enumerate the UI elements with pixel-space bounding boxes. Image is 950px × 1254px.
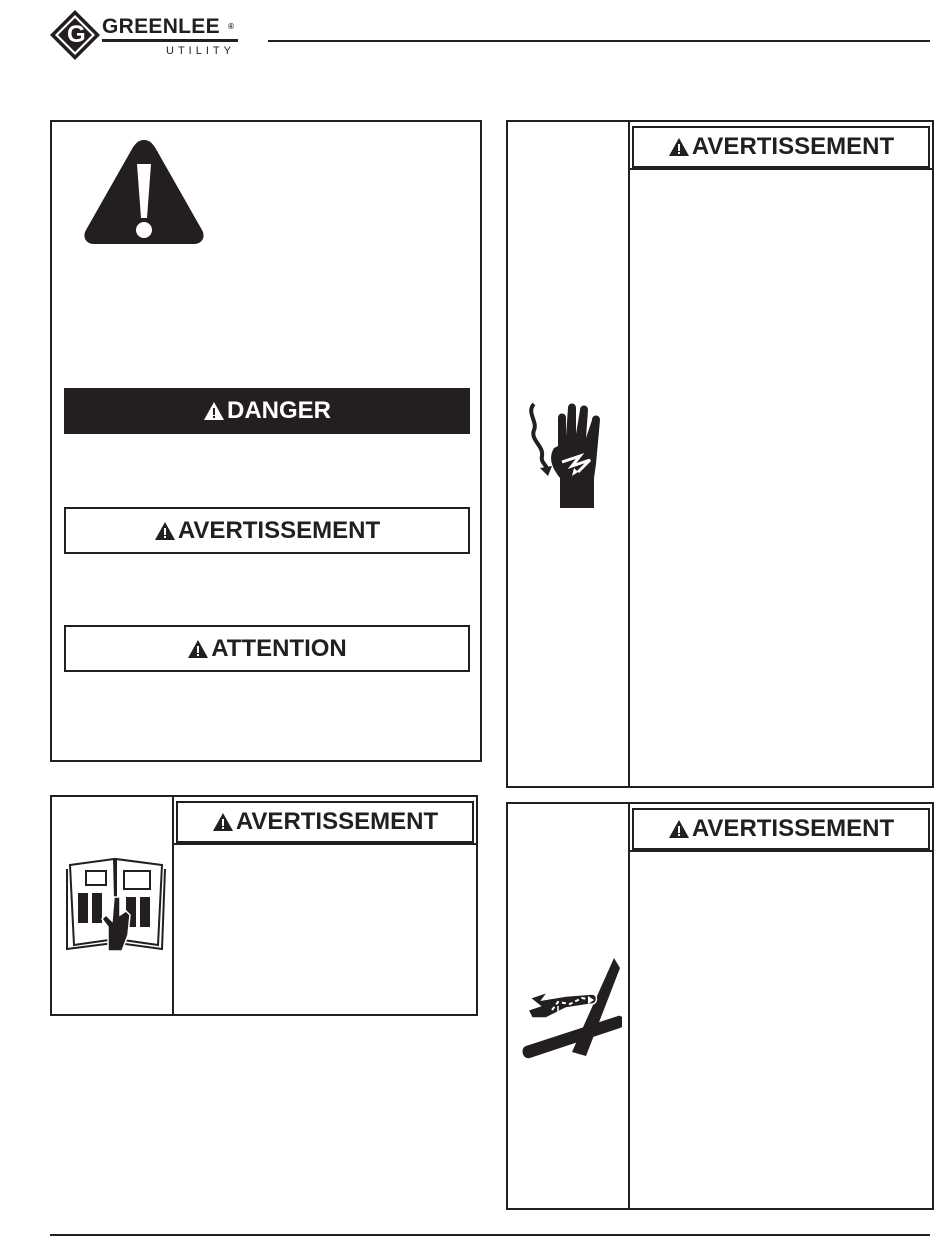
- logo-letter: G: [67, 21, 86, 48]
- registered-mark: ®: [228, 22, 234, 31]
- header-rule: [268, 40, 930, 42]
- icon-column-divider: [172, 797, 174, 1014]
- warning-triangle-icon: [187, 639, 209, 659]
- warning-triangle-icon: [212, 812, 234, 832]
- warning-triangle-icon: [668, 819, 690, 839]
- header-divider: [630, 168, 932, 170]
- header-divider: [174, 843, 476, 845]
- attention-label: ATTENTION: [211, 634, 347, 662]
- safety-alert-panel: [50, 120, 482, 762]
- electric-shock-hand-icon: [522, 398, 618, 510]
- footer-rule: [50, 1234, 930, 1236]
- avertissement-label: AVERTISSEMENT: [177, 516, 381, 544]
- warning-triangle-icon: [154, 521, 176, 541]
- danger-signal-word: [64, 388, 470, 434]
- manual-avertissement-header: [176, 801, 474, 843]
- cut-warning-panel: [506, 802, 934, 1210]
- cut-avertissement-header: [632, 808, 930, 850]
- attention-signal-word: [64, 625, 470, 672]
- shock-warning-panel: [506, 120, 934, 788]
- warning-triangle-icon: [668, 137, 690, 157]
- icon-column-divider: [628, 804, 630, 1208]
- avertissement-label: AVERTISSEMENT: [691, 815, 895, 842]
- shock-avertissement-header: [632, 126, 930, 168]
- cutting-hazard-hand-icon: [522, 954, 622, 1064]
- exclamation-triangle-icon: [80, 136, 208, 248]
- brand-name: GREENLEE: [102, 15, 220, 38]
- icon-column-divider: [628, 122, 630, 786]
- brand-subtitle: UTILITY: [166, 45, 235, 57]
- manual-warning-panel: [50, 795, 478, 1016]
- read-manual-icon: [64, 853, 168, 957]
- avertissement-label: AVERTISSEMENT: [691, 133, 895, 160]
- brand-underline: [102, 39, 238, 42]
- header-divider: [630, 850, 932, 852]
- danger-label: DANGER: [226, 397, 331, 424]
- avertissement-signal-word: [64, 507, 470, 554]
- warning-triangle-icon: [203, 401, 225, 421]
- avertissement-label: AVERTISSEMENT: [235, 808, 439, 835]
